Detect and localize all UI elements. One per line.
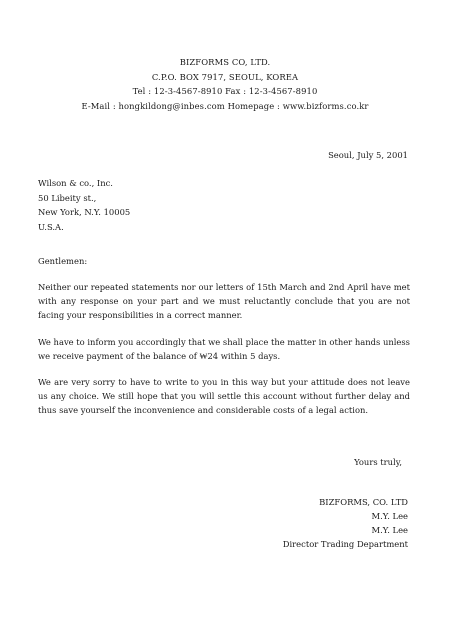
recipient-line-2: 50 Libeity st.,	[38, 192, 97, 203]
company-address: C.P.O. BOX 7917, SEOUL, KOREA	[151, 71, 299, 82]
signature-name-1: M.Y. Lee	[371, 511, 408, 521]
recipient-line-3: New York, N.Y. 10005	[38, 207, 131, 217]
company-name: BIZFORMS CO, LTD.	[179, 57, 271, 67]
recipient-address	[38, 176, 130, 234]
company-web: E-Mail : hongkildong@inbes.com Homepage : www.bizforms.co.kr	[81, 100, 369, 111]
signature-block	[283, 495, 408, 551]
salutation: Gentlemen:	[38, 256, 88, 266]
signature-name-2: M.Y. Lee	[371, 525, 408, 535]
body-paragraph-3: We are very sorry to have to write to you in this way but your attitude does not leave us any choice. We still hope that you will settle this account without further delay and thus save yourself the inconvenience and considerable costs of a legal action.	[38, 377, 410, 416]
body-paragraph-1: Neither our repeated statements nor our letters of 15th March and 2nd April have met with any response on your part and we must reluctantly conclude that you are not facing your responsibilities in a correct manner.	[38, 282, 410, 321]
letter-date: Seoul, July 5, 2001	[328, 150, 408, 160]
company-contact: Tel : 12-3-4567-8910 Fax : 12-3-4567-8910	[132, 86, 318, 96]
letterhead	[0, 55, 450, 113]
signature-company: BIZFORMS, CO. LTD	[319, 497, 408, 507]
closing: Yours truly,	[354, 457, 402, 467]
recipient-line-1: Wilson & co., Inc.	[38, 178, 113, 188]
signature-title: Director Trading Department	[282, 539, 408, 549]
body-paragraph-2: We have to inform you accordingly that we shall place the matter in other hands unless we receive payment of the balance of ₩24 within 5 days.	[38, 337, 410, 362]
recipient-line-4: U.S.A.	[38, 221, 64, 232]
